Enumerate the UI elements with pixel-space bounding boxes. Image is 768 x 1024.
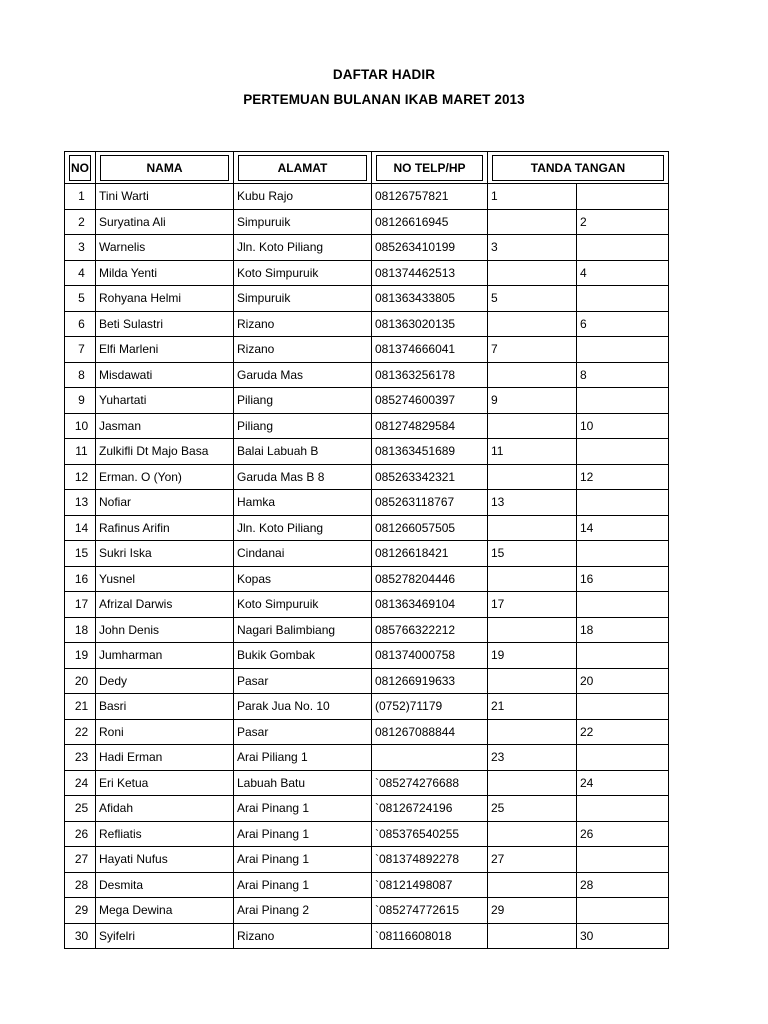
row-telp-cell: 081363256178 [372, 362, 488, 388]
row-telp-cell: 081363451689 [372, 439, 488, 465]
signature-cell-right[interactable] [577, 184, 669, 210]
row-telp-cell: `08121498087 [372, 872, 488, 898]
signature-cell-left[interactable]: 23 [488, 745, 577, 771]
row-nama-cell: Beti Sulastri [96, 311, 234, 337]
table-row [65, 694, 669, 720]
row-nama-cell: Jasman [96, 413, 234, 439]
row-telp-cell: 08126616945 [372, 209, 488, 235]
signature-cell-right[interactable] [577, 796, 669, 822]
table-row [65, 286, 669, 312]
row-telp-cell: 085278204446 [372, 566, 488, 592]
row-telp-cell: `085376540255 [372, 821, 488, 847]
row-telp-cell: 08126757821 [372, 184, 488, 210]
row-no-cell: 29 [65, 898, 96, 924]
row-no-cell: 30 [65, 923, 96, 949]
row-nama-cell: Erman. O (Yon) [96, 464, 234, 490]
row-alamat-cell: Labuah Batu [234, 770, 372, 796]
table-row [65, 566, 669, 592]
signature-cell-right[interactable] [577, 235, 669, 261]
row-no-cell: 5 [65, 286, 96, 312]
document-subtitle: PERTEMUAN BULANAN IKAB MARET 2013 [243, 92, 525, 107]
signature-cell-right[interactable] [577, 694, 669, 720]
signature-cell-left[interactable]: 11 [488, 439, 577, 465]
row-alamat-cell: Jln. Koto Piliang [234, 515, 372, 541]
row-telp-cell: `08116608018 [372, 923, 488, 949]
row-nama-cell: Jumharman [96, 643, 234, 669]
row-no-cell: 7 [65, 337, 96, 363]
row-alamat-cell: Rizano [234, 337, 372, 363]
signature-cell-left[interactable] [488, 821, 577, 847]
row-telp-cell: 085263118767 [372, 490, 488, 516]
row-no-cell: 10 [65, 413, 96, 439]
row-nama-cell: Suryatina Ali [96, 209, 234, 235]
row-telp-cell: 081363469104 [372, 592, 488, 618]
signature-cell-right[interactable]: 8 [577, 362, 669, 388]
row-alamat-cell: Kopas [234, 566, 372, 592]
row-nama-cell: Misdawati [96, 362, 234, 388]
row-alamat-cell: Garuda Mas [234, 362, 372, 388]
signature-cell-left[interactable] [488, 413, 577, 439]
table-row [65, 515, 669, 541]
row-telp-cell: 081374000758 [372, 643, 488, 669]
table-row [65, 770, 669, 796]
row-alamat-cell: Parak Jua No. 10 [234, 694, 372, 720]
signature-cell-left[interactable] [488, 668, 577, 694]
row-no-cell: 25 [65, 796, 96, 822]
signature-cell-right[interactable]: 22 [577, 719, 669, 745]
row-no-cell: 4 [65, 260, 96, 286]
row-no-cell: 11 [65, 439, 96, 465]
attendance-table [64, 151, 669, 949]
signature-cell-left[interactable] [488, 515, 577, 541]
row-nama-cell: Yusnel [96, 566, 234, 592]
signature-cell-right[interactable]: 16 [577, 566, 669, 592]
signature-cell-left[interactable] [488, 719, 577, 745]
signature-cell-left[interactable]: 5 [488, 286, 577, 312]
row-nama-cell: Milda Yenti [96, 260, 234, 286]
row-no-cell: 17 [65, 592, 96, 618]
row-telp-cell: 081267088844 [372, 719, 488, 745]
header-telp: NO TELP/HP [372, 152, 488, 184]
row-nama-cell: Rohyana Helmi [96, 286, 234, 312]
row-nama-cell: Afidah [96, 796, 234, 822]
row-nama-cell: Basri [96, 694, 234, 720]
row-alamat-cell: Koto Simpuruik [234, 260, 372, 286]
row-nama-cell: Mega Dewina [96, 898, 234, 924]
row-telp-cell: `085274276688 [372, 770, 488, 796]
signature-cell-right[interactable] [577, 847, 669, 873]
row-no-cell: 26 [65, 821, 96, 847]
row-telp-cell [372, 745, 488, 771]
table-header-row [65, 152, 669, 184]
row-no-cell: 2 [65, 209, 96, 235]
signature-cell-left[interactable]: 17 [488, 592, 577, 618]
signature-cell-right[interactable] [577, 592, 669, 618]
signature-cell-left[interactable]: 19 [488, 643, 577, 669]
row-no-cell: 16 [65, 566, 96, 592]
table-row [65, 643, 669, 669]
signature-cell-right[interactable]: 18 [577, 617, 669, 643]
row-telp-cell: `085274772615 [372, 898, 488, 924]
signature-cell-right[interactable]: 28 [577, 872, 669, 898]
row-alamat-cell: Jln. Koto Piliang [234, 235, 372, 261]
row-telp-cell: 085766322212 [372, 617, 488, 643]
table-row [65, 821, 669, 847]
row-alamat-cell: Arai Pinang 1 [234, 847, 372, 873]
table-row [65, 668, 669, 694]
row-no-cell: 23 [65, 745, 96, 771]
header-no: NO [65, 152, 96, 184]
row-nama-cell: Yuhartati [96, 388, 234, 414]
row-alamat-cell: Arai Pinang 1 [234, 821, 372, 847]
row-alamat-cell: Piliang [234, 388, 372, 414]
row-nama-cell: Roni [96, 719, 234, 745]
row-telp-cell: 085263342321 [372, 464, 488, 490]
row-no-cell: 24 [65, 770, 96, 796]
signature-cell-right[interactable]: 4 [577, 260, 669, 286]
row-alamat-cell: Simpuruik [234, 209, 372, 235]
row-telp-cell: 081266057505 [372, 515, 488, 541]
row-no-cell: 1 [65, 184, 96, 210]
signature-cell-right[interactable] [577, 439, 669, 465]
signature-cell-left[interactable] [488, 311, 577, 337]
signature-cell-left[interactable] [488, 617, 577, 643]
row-alamat-cell: Pasar [234, 719, 372, 745]
table-row [65, 362, 669, 388]
document-title: DAFTAR HADIR [332, 67, 436, 82]
row-no-cell: 22 [65, 719, 96, 745]
row-alamat-cell: Arai Pinang 2 [234, 898, 372, 924]
row-no-cell: 15 [65, 541, 96, 567]
signature-cell-left[interactable]: 29 [488, 898, 577, 924]
row-alamat-cell: Garuda Mas B 8 [234, 464, 372, 490]
signature-cell-right[interactable]: 12 [577, 464, 669, 490]
signature-cell-left[interactable] [488, 362, 577, 388]
table-row [65, 235, 669, 261]
header-nama: NAMA [96, 152, 234, 184]
table-row [65, 898, 669, 924]
table-row [65, 719, 669, 745]
signature-cell-right[interactable] [577, 388, 669, 414]
table-row [65, 617, 669, 643]
row-no-cell: 18 [65, 617, 96, 643]
row-alamat-cell: Arai Pinang 1 [234, 872, 372, 898]
row-nama-cell: Nofiar [96, 490, 234, 516]
row-nama-cell: Sukri Iska [96, 541, 234, 567]
table-row [65, 311, 669, 337]
signature-cell-right[interactable] [577, 745, 669, 771]
signature-cell-left[interactable]: 1 [488, 184, 577, 210]
table-row [65, 388, 669, 414]
table-row [65, 592, 669, 618]
row-telp-cell: 081363433805 [372, 286, 488, 312]
table-row [65, 439, 669, 465]
signature-cell-right[interactable] [577, 286, 669, 312]
table-row [65, 923, 669, 949]
row-nama-cell: Eri Ketua [96, 770, 234, 796]
row-no-cell: 21 [65, 694, 96, 720]
table-row [65, 796, 669, 822]
signature-cell-right[interactable]: 6 [577, 311, 669, 337]
signature-cell-right[interactable]: 14 [577, 515, 669, 541]
signature-cell-right[interactable]: 10 [577, 413, 669, 439]
row-telp-cell: 085263410199 [372, 235, 488, 261]
row-no-cell: 8 [65, 362, 96, 388]
table-row [65, 464, 669, 490]
row-nama-cell: Hayati Nufus [96, 847, 234, 873]
table-body [65, 184, 669, 949]
signature-cell-left[interactable]: 21 [488, 694, 577, 720]
row-nama-cell: Zulkifli Dt Majo Basa [96, 439, 234, 465]
signature-cell-left[interactable]: 27 [488, 847, 577, 873]
row-no-cell: 14 [65, 515, 96, 541]
signature-cell-right[interactable] [577, 337, 669, 363]
signature-cell-left[interactable]: 7 [488, 337, 577, 363]
signature-cell-left[interactable]: 15 [488, 541, 577, 567]
signature-cell-left[interactable]: 9 [488, 388, 577, 414]
row-no-cell: 13 [65, 490, 96, 516]
table-row [65, 413, 669, 439]
row-nama-cell: John Denis [96, 617, 234, 643]
signature-cell-right[interactable]: 20 [577, 668, 669, 694]
row-telp-cell: 081274829584 [372, 413, 488, 439]
signature-cell-right[interactable] [577, 898, 669, 924]
row-no-cell: 19 [65, 643, 96, 669]
row-nama-cell: Refliatis [96, 821, 234, 847]
row-telp-cell: 081363020135 [372, 311, 488, 337]
row-alamat-cell: Arai Pinang 1 [234, 796, 372, 822]
row-no-cell: 28 [65, 872, 96, 898]
signature-cell-right[interactable]: 30 [577, 923, 669, 949]
row-no-cell: 3 [65, 235, 96, 261]
row-alamat-cell: Bukik Gombak [234, 643, 372, 669]
row-no-cell: 27 [65, 847, 96, 873]
signature-cell-left[interactable] [488, 464, 577, 490]
header-tanda-tangan: TANDA TANGAN [488, 152, 669, 184]
signature-cell-left[interactable]: 25 [488, 796, 577, 822]
row-alamat-cell: Kubu Rajo [234, 184, 372, 210]
table-row [65, 260, 669, 286]
row-telp-cell: 081374666041 [372, 337, 488, 363]
signature-cell-left[interactable] [488, 209, 577, 235]
row-nama-cell: Hadi Erman [96, 745, 234, 771]
row-alamat-cell: Rizano [234, 311, 372, 337]
signature-cell-right[interactable]: 26 [577, 821, 669, 847]
row-telp-cell: 081266919633 [372, 668, 488, 694]
table-row [65, 209, 669, 235]
signature-cell-left[interactable] [488, 770, 577, 796]
row-nama-cell: Tini Warti [96, 184, 234, 210]
header-alamat: ALAMAT [234, 152, 372, 184]
signature-cell-left[interactable]: 13 [488, 490, 577, 516]
signature-cell-left[interactable] [488, 260, 577, 286]
row-alamat-cell: Nagari Balimbiang [234, 617, 372, 643]
signature-cell-right[interactable]: 24 [577, 770, 669, 796]
row-telp-cell: 08126618421 [372, 541, 488, 567]
row-nama-cell: Syifelri [96, 923, 234, 949]
table-row [65, 847, 669, 873]
row-telp-cell: `081374892278 [372, 847, 488, 873]
row-alamat-cell: Hamka [234, 490, 372, 516]
signature-cell-left[interactable] [488, 923, 577, 949]
row-nama-cell: Afrizal Darwis [96, 592, 234, 618]
row-telp-cell: `08126724196 [372, 796, 488, 822]
row-alamat-cell: Piliang [234, 413, 372, 439]
signature-cell-left[interactable] [488, 872, 577, 898]
row-telp-cell: 081374462513 [372, 260, 488, 286]
table-row [65, 541, 669, 567]
row-no-cell: 9 [65, 388, 96, 414]
signature-cell-right[interactable]: 2 [577, 209, 669, 235]
table-row [65, 490, 669, 516]
row-alamat-cell: Koto Simpuruik [234, 592, 372, 618]
table-row [65, 184, 669, 210]
signature-cell-left[interactable]: 3 [488, 235, 577, 261]
row-nama-cell: Dedy [96, 668, 234, 694]
row-no-cell: 20 [65, 668, 96, 694]
table-row [65, 337, 669, 363]
row-nama-cell: Desmita [96, 872, 234, 898]
row-telp-cell: (0752)71179 [372, 694, 488, 720]
row-telp-cell: 085274600397 [372, 388, 488, 414]
row-alamat-cell: Simpuruik [234, 286, 372, 312]
row-no-cell: 12 [65, 464, 96, 490]
table-row [65, 745, 669, 771]
row-alamat-cell: Rizano [234, 923, 372, 949]
row-no-cell: 6 [65, 311, 96, 337]
row-alamat-cell: Cindanai [234, 541, 372, 567]
table-row [65, 872, 669, 898]
row-alamat-cell: Balai Labuah B [234, 439, 372, 465]
row-alamat-cell: Pasar [234, 668, 372, 694]
signature-cell-right[interactable] [577, 541, 669, 567]
row-nama-cell: Warnelis [96, 235, 234, 261]
row-nama-cell: Rafinus Arifin [96, 515, 234, 541]
signature-cell-right[interactable] [577, 643, 669, 669]
row-nama-cell: Elfi Marleni [96, 337, 234, 363]
signature-cell-left[interactable] [488, 566, 577, 592]
row-alamat-cell: Arai Piliang 1 [234, 745, 372, 771]
signature-cell-right[interactable] [577, 490, 669, 516]
